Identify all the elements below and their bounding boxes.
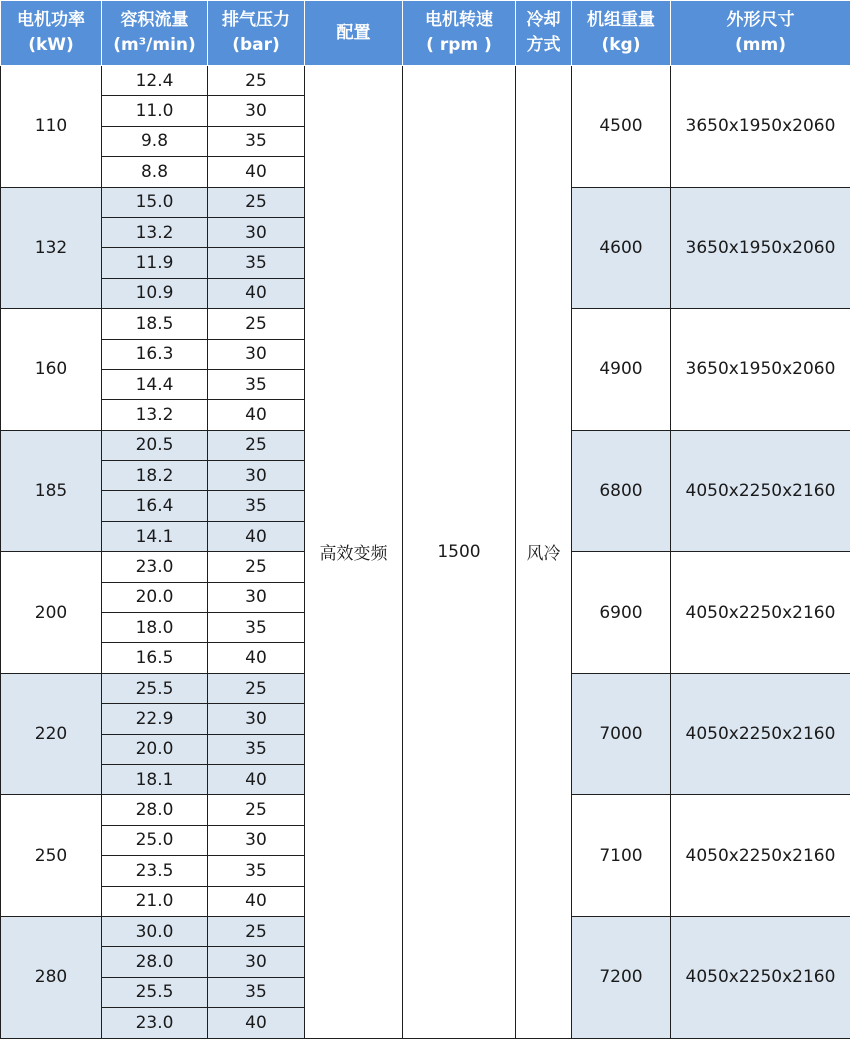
pressure-cell: 40 — [208, 1008, 305, 1038]
pressure-cell: 40 — [208, 521, 305, 551]
flow-cell: 14.1 — [102, 521, 208, 551]
flow-cell: 22.9 — [102, 704, 208, 734]
pressure-cell: 35 — [208, 126, 305, 156]
pressure-cell: 35 — [208, 977, 305, 1007]
header-pressure: 排气压力 (bar) — [208, 1, 305, 66]
weight-cell: 7100 — [572, 795, 671, 917]
pressure-cell: 40 — [208, 278, 305, 308]
header-cooling: 冷却 方式 — [516, 1, 572, 66]
pressure-cell: 30 — [208, 339, 305, 369]
flow-cell: 23.0 — [102, 1008, 208, 1038]
header-weight: 机组重量 (kg) — [572, 1, 671, 66]
dimensions-cell: 3650x1950x2060 — [671, 187, 850, 309]
dimensions-cell: 4050x2250x2160 — [671, 916, 850, 1038]
pressure-cell: 35 — [208, 856, 305, 886]
dimensions-cell: 4050x2250x2160 — [671, 673, 850, 795]
dimensions-cell: 4050x2250x2160 — [671, 552, 850, 674]
flow-cell: 28.0 — [102, 947, 208, 977]
flow-cell: 10.9 — [102, 278, 208, 308]
weight-cell: 4900 — [572, 309, 671, 431]
flow-cell: 9.8 — [102, 126, 208, 156]
power-cell: 160 — [1, 309, 102, 431]
pressure-cell: 25 — [208, 430, 305, 460]
flow-cell: 13.2 — [102, 217, 208, 247]
pressure-cell: 30 — [208, 704, 305, 734]
flow-cell: 11.9 — [102, 248, 208, 278]
flow-cell: 20.0 — [102, 734, 208, 764]
power-cell: 185 — [1, 430, 102, 552]
flow-cell: 16.5 — [102, 643, 208, 673]
flow-cell: 18.0 — [102, 613, 208, 643]
pressure-cell: 35 — [208, 369, 305, 399]
header-dimensions: 外形尺寸 (mm) — [671, 1, 850, 66]
flow-cell: 25.5 — [102, 673, 208, 703]
config-cell: 高效变频 — [305, 66, 403, 1039]
pressure-cell: 35 — [208, 248, 305, 278]
power-cell: 220 — [1, 673, 102, 795]
weight-cell: 4600 — [572, 187, 671, 309]
pressure-cell: 40 — [208, 643, 305, 673]
flow-cell: 23.5 — [102, 856, 208, 886]
pressure-cell: 25 — [208, 187, 305, 217]
flow-cell: 13.2 — [102, 400, 208, 430]
flow-cell: 18.1 — [102, 764, 208, 794]
pressure-cell: 40 — [208, 157, 305, 187]
flow-cell: 21.0 — [102, 886, 208, 916]
flow-cell: 16.4 — [102, 491, 208, 521]
dimensions-cell: 4050x2250x2160 — [671, 795, 850, 917]
pressure-cell: 25 — [208, 795, 305, 825]
table-body — [1, 66, 850, 1039]
dimensions-cell: 3650x1950x2060 — [671, 66, 850, 188]
flow-cell: 20.0 — [102, 582, 208, 612]
flow-cell: 25.0 — [102, 825, 208, 855]
flow-cell: 16.3 — [102, 339, 208, 369]
pressure-cell: 30 — [208, 582, 305, 612]
pressure-cell: 25 — [208, 916, 305, 946]
flow-cell: 14.4 — [102, 369, 208, 399]
flow-cell: 18.5 — [102, 309, 208, 339]
speed-cell: 1500 — [403, 66, 516, 1039]
header-config: 配置 — [305, 1, 403, 66]
power-cell: 250 — [1, 795, 102, 917]
power-cell: 280 — [1, 916, 102, 1038]
pressure-cell: 30 — [208, 217, 305, 247]
cooling-cell: 风冷 — [516, 66, 572, 1039]
pressure-cell: 30 — [208, 461, 305, 491]
power-cell: 110 — [1, 66, 102, 188]
pressure-cell: 40 — [208, 400, 305, 430]
flow-cell: 18.2 — [102, 461, 208, 491]
weight-cell: 6900 — [572, 552, 671, 674]
pressure-cell: 35 — [208, 491, 305, 521]
flow-cell: 8.8 — [102, 157, 208, 187]
flow-cell: 12.4 — [102, 66, 208, 96]
flow-cell: 25.5 — [102, 977, 208, 1007]
flow-cell: 15.0 — [102, 187, 208, 217]
weight-cell: 7200 — [572, 916, 671, 1038]
weight-cell: 6800 — [572, 430, 671, 552]
pressure-cell: 30 — [208, 947, 305, 977]
power-cell: 200 — [1, 552, 102, 674]
pressure-cell: 25 — [208, 309, 305, 339]
flow-cell: 11.0 — [102, 96, 208, 126]
pressure-cell: 30 — [208, 96, 305, 126]
pressure-cell: 25 — [208, 673, 305, 703]
table-row — [1, 66, 850, 96]
pressure-cell: 25 — [208, 66, 305, 96]
pressure-cell: 40 — [208, 886, 305, 916]
dimensions-cell: 3650x1950x2060 — [671, 309, 850, 431]
pressure-cell: 40 — [208, 764, 305, 794]
dimensions-cell: 4050x2250x2160 — [671, 430, 850, 552]
pressure-cell: 25 — [208, 552, 305, 582]
flow-cell: 30.0 — [102, 916, 208, 946]
flow-cell: 23.0 — [102, 552, 208, 582]
header-speed: 电机转速 ( rpm ) — [403, 1, 516, 66]
weight-cell: 7000 — [572, 673, 671, 795]
header-flow: 容积流量 (m³/min) — [102, 1, 208, 66]
header-power: 电机功率 (kW) — [1, 1, 102, 66]
flow-cell: 28.0 — [102, 795, 208, 825]
pressure-cell: 35 — [208, 734, 305, 764]
flow-cell: 20.5 — [102, 430, 208, 460]
pressure-cell: 35 — [208, 613, 305, 643]
power-cell: 132 — [1, 187, 102, 309]
header-row — [1, 1, 850, 66]
pressure-cell: 30 — [208, 825, 305, 855]
weight-cell: 4500 — [572, 66, 671, 188]
